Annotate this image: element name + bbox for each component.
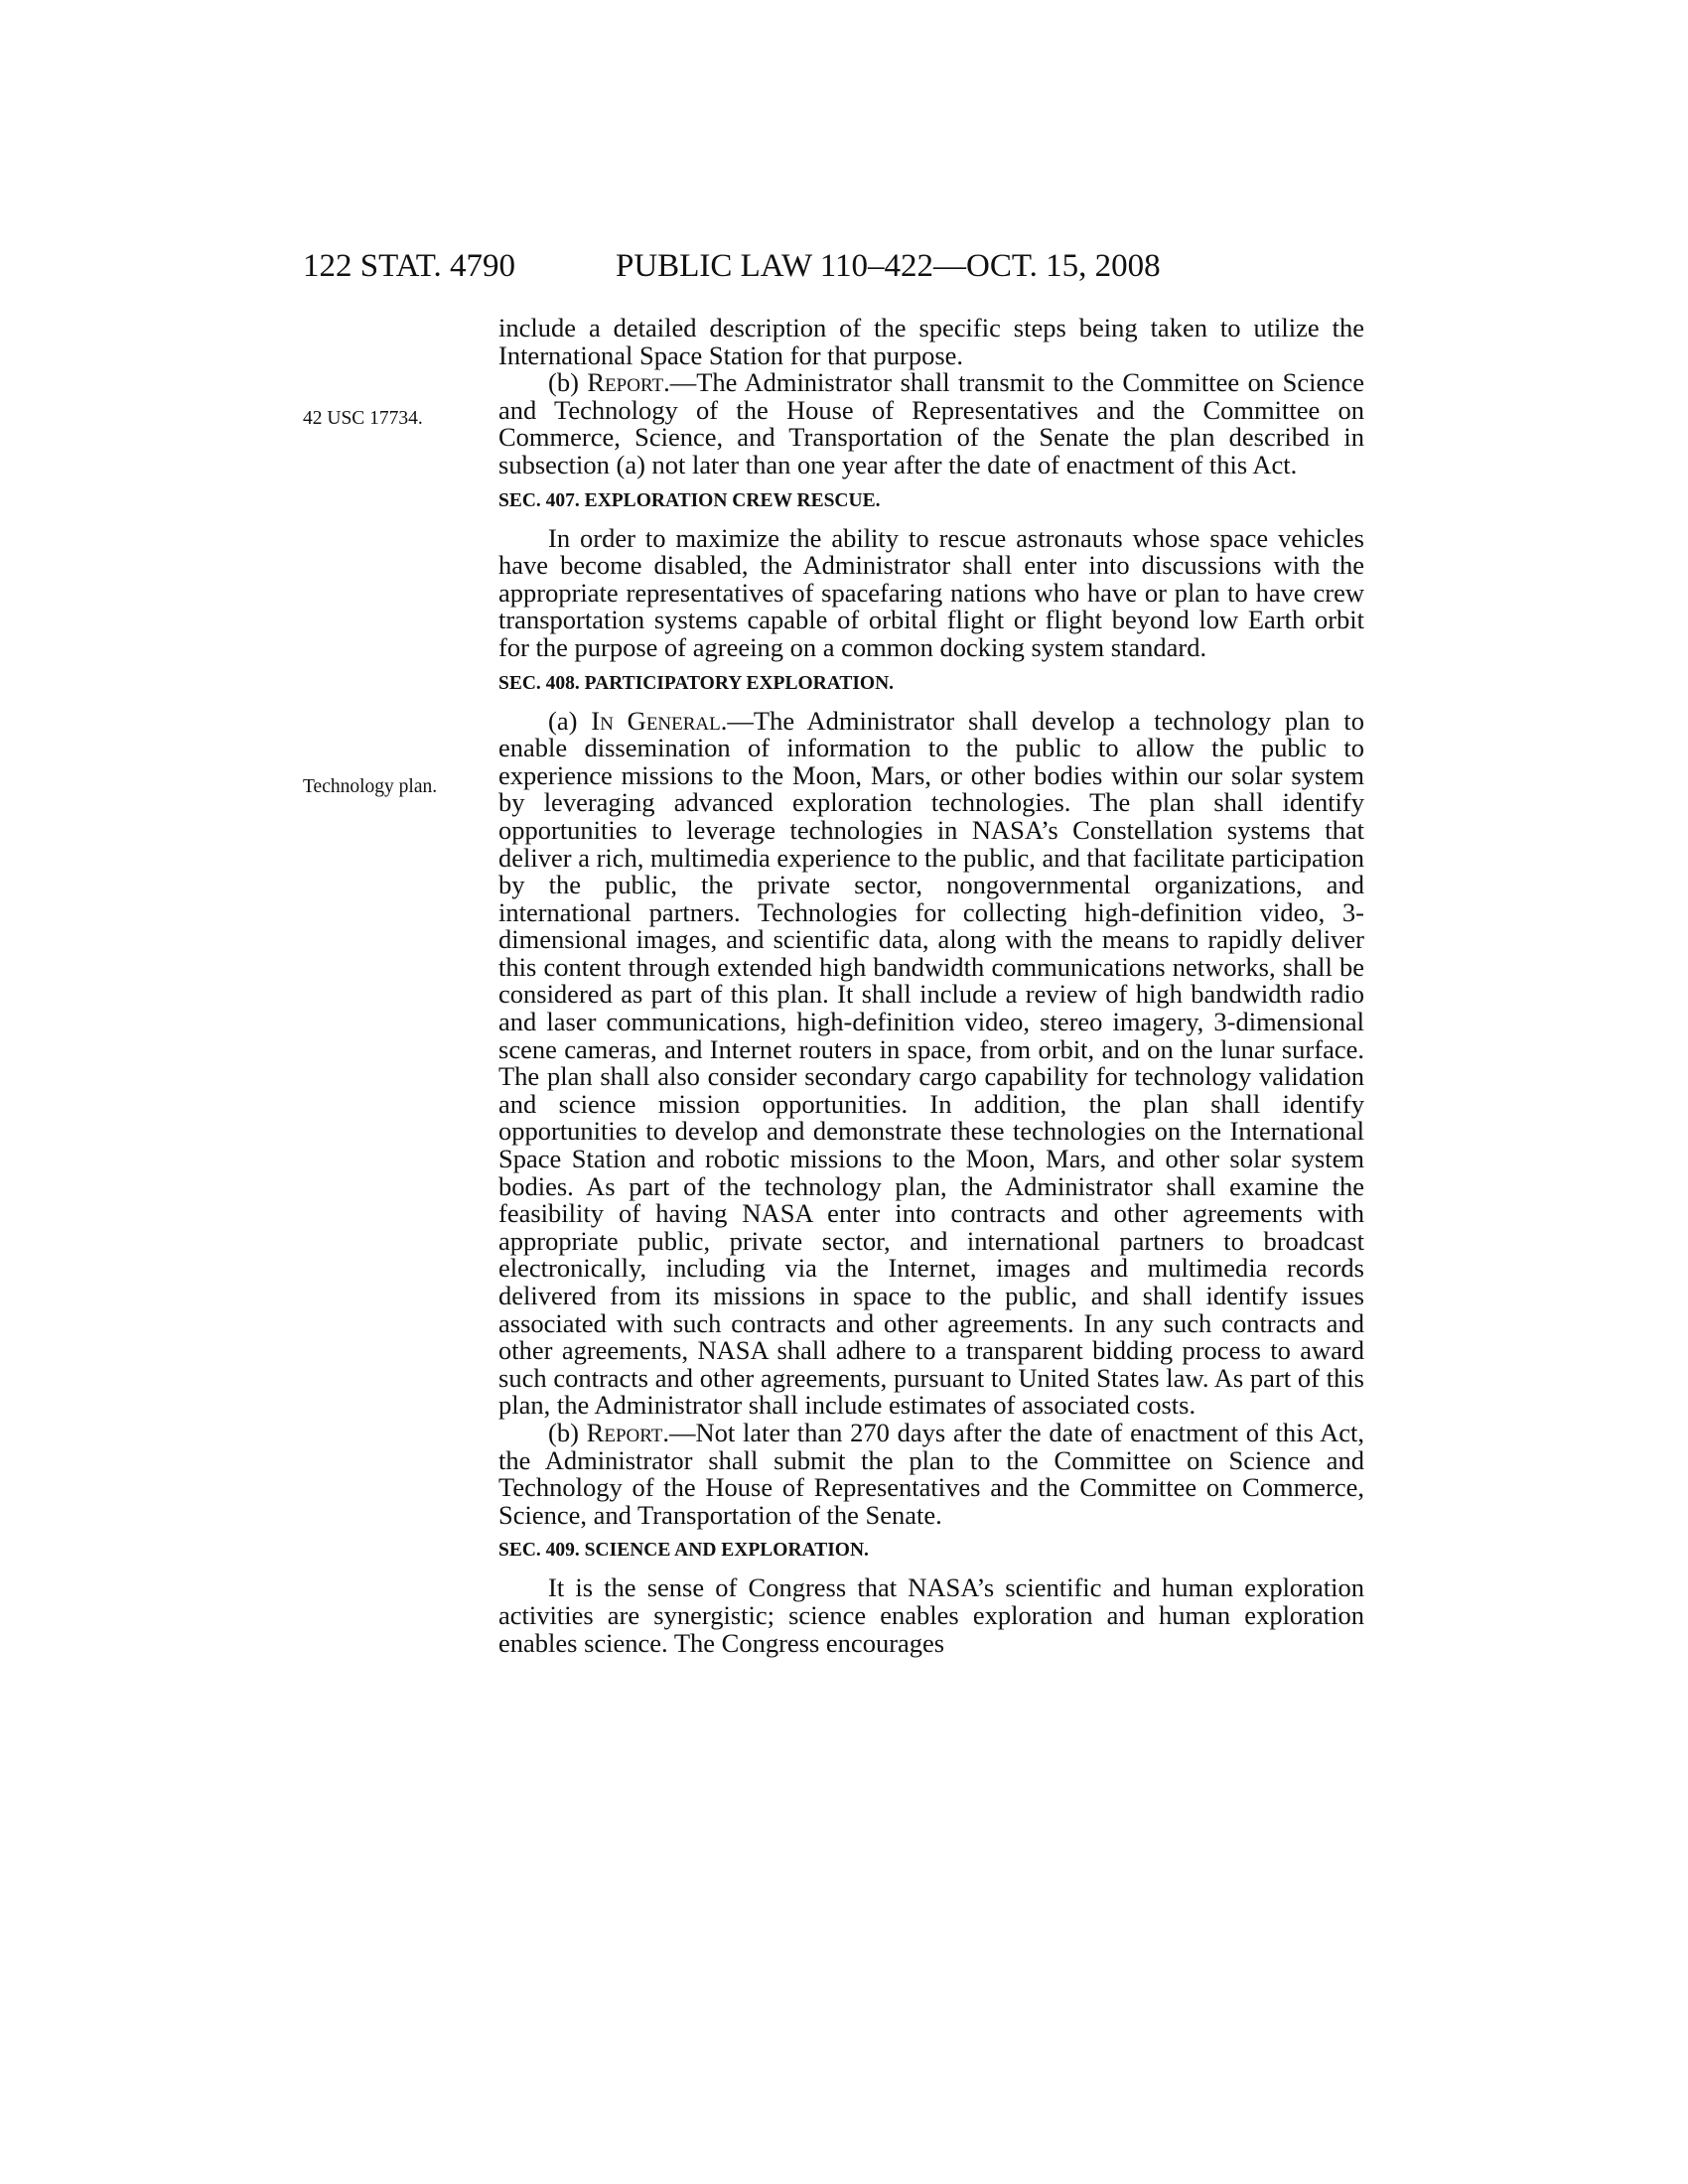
page-header bbox=[0, 246, 1688, 286]
paragraph-continuation: include a detailed description of the specific steps being taken to utilize the International Space Station for that purpose. bbox=[498, 313, 1364, 370]
margin-note-usc: 42 USC 17734. bbox=[303, 408, 423, 429]
paragraph-crew-rescue: In order to maximize the ability to rescue astronauts whose space vehicles have become disabled, the Administrator shall enter into discussions with the appropriate representatives of spacefaring nations who have or plan to have crew transportation systems capable of orbital flight or flight beyond low Earth orbit for the purpose of agreeing on a common docking system standard. bbox=[498, 522, 1364, 662]
subsection-heading: In General bbox=[591, 705, 721, 736]
paragraph-text: .—The Administrator shall transmit to the Committee on Science and Technology of the House of Representatives and the Committee on Commerce, Science, and Transportation of the Senate the plan described in subsection (a) not later than one year after the date of enactment of this Act. bbox=[498, 367, 1364, 479]
subsection-label: (b) bbox=[548, 1417, 587, 1447]
subsection-heading: Report bbox=[586, 1417, 663, 1447]
margin-note-technology-plan: Technology plan. bbox=[303, 776, 438, 797]
section-heading-408: SEC. 408. PARTICIPATORY EXPLORATION. bbox=[498, 672, 895, 694]
section-heading-409: SEC. 409. SCIENCE AND EXPLORATION. bbox=[498, 1540, 869, 1562]
subsection-label: (b) bbox=[548, 367, 588, 398]
stat-page-number: 122 STAT. 4790 bbox=[303, 248, 516, 284]
subsection-heading: Report bbox=[587, 367, 664, 398]
main-text-column bbox=[498, 315, 1364, 1657]
paragraph-report-b bbox=[498, 369, 1364, 478]
paragraph-in-general bbox=[498, 705, 1364, 1421]
paragraph-report-408b bbox=[498, 1417, 1364, 1530]
section-heading-407: SEC. 407. EXPLORATION CREW RESCUE. bbox=[498, 489, 881, 511]
subsection-label: (a) bbox=[548, 705, 592, 736]
paragraph-text: .—Not later than 270 days after the date of enactment of this Act, the Administrator shall submit the plan to the Committee on Science and Technology of the House of Representatives and the Committee on Commerce, Science, and Transportation of the Senate. bbox=[498, 1417, 1364, 1530]
paragraph-text: .—The Administrator shall develop a technology plan to enable dissemination of information to the public to allow the public to experience missions to the Moon, Mars, or other bodies within our solar system by leveraging advanced exploration technologies. The plan shall identify opportunities to leverage technologies in NASA’s Constellation systems that deliver a rich, multimedia experience to the public, and that facilitate participation by the public, the private sector, nongovernmental organizations, and international partners. Technologies for collecting high-definition video, 3-dimensional images, and scientific data, along with the means to rapidly deliver this content through extended high bandwidth communications networks, shall be considered as part of this plan. It shall include a review of high bandwidth radio and laser communications, high-definition video, stereo imagery, 3-dimensional scene cameras, and Internet routers in space, from orbit, and on the lunar surface. The plan shall also consider secondary cargo capability for technology validation and science mission opportunities. In addition, the plan shall identify opportunities to develop and demonstrate these technologies on the International Space Station and robotic missions to the Moon, Mars, and other solar system bodies. As part of the technology plan, the Administrator shall examine the feasibility of having NASA enter into contracts and other agreements with appropriate public, private sector, and international partners to broadcast electronically, including via the Internet, images and multimedia records delivered from its missions in space to the public, and shall identify issues associated with such contracts and other agreements. In any such contracts and other agreements, NASA shall adhere to a transparent bidding process to award such contracts and other agreements, pursuant to United States law. As part of this plan, the Administrator shall include estimates of associated costs. bbox=[498, 705, 1364, 1421]
public-law-title: PUBLIC LAW 110–422—OCT. 15, 2008 bbox=[616, 248, 1161, 284]
paragraph-science-exploration: It is the sense of Congress that NASA’s scientific and human exploration activities are synergistic; science enables exploration and human exploration enables science. The Congress encourages bbox=[498, 1572, 1364, 1658]
